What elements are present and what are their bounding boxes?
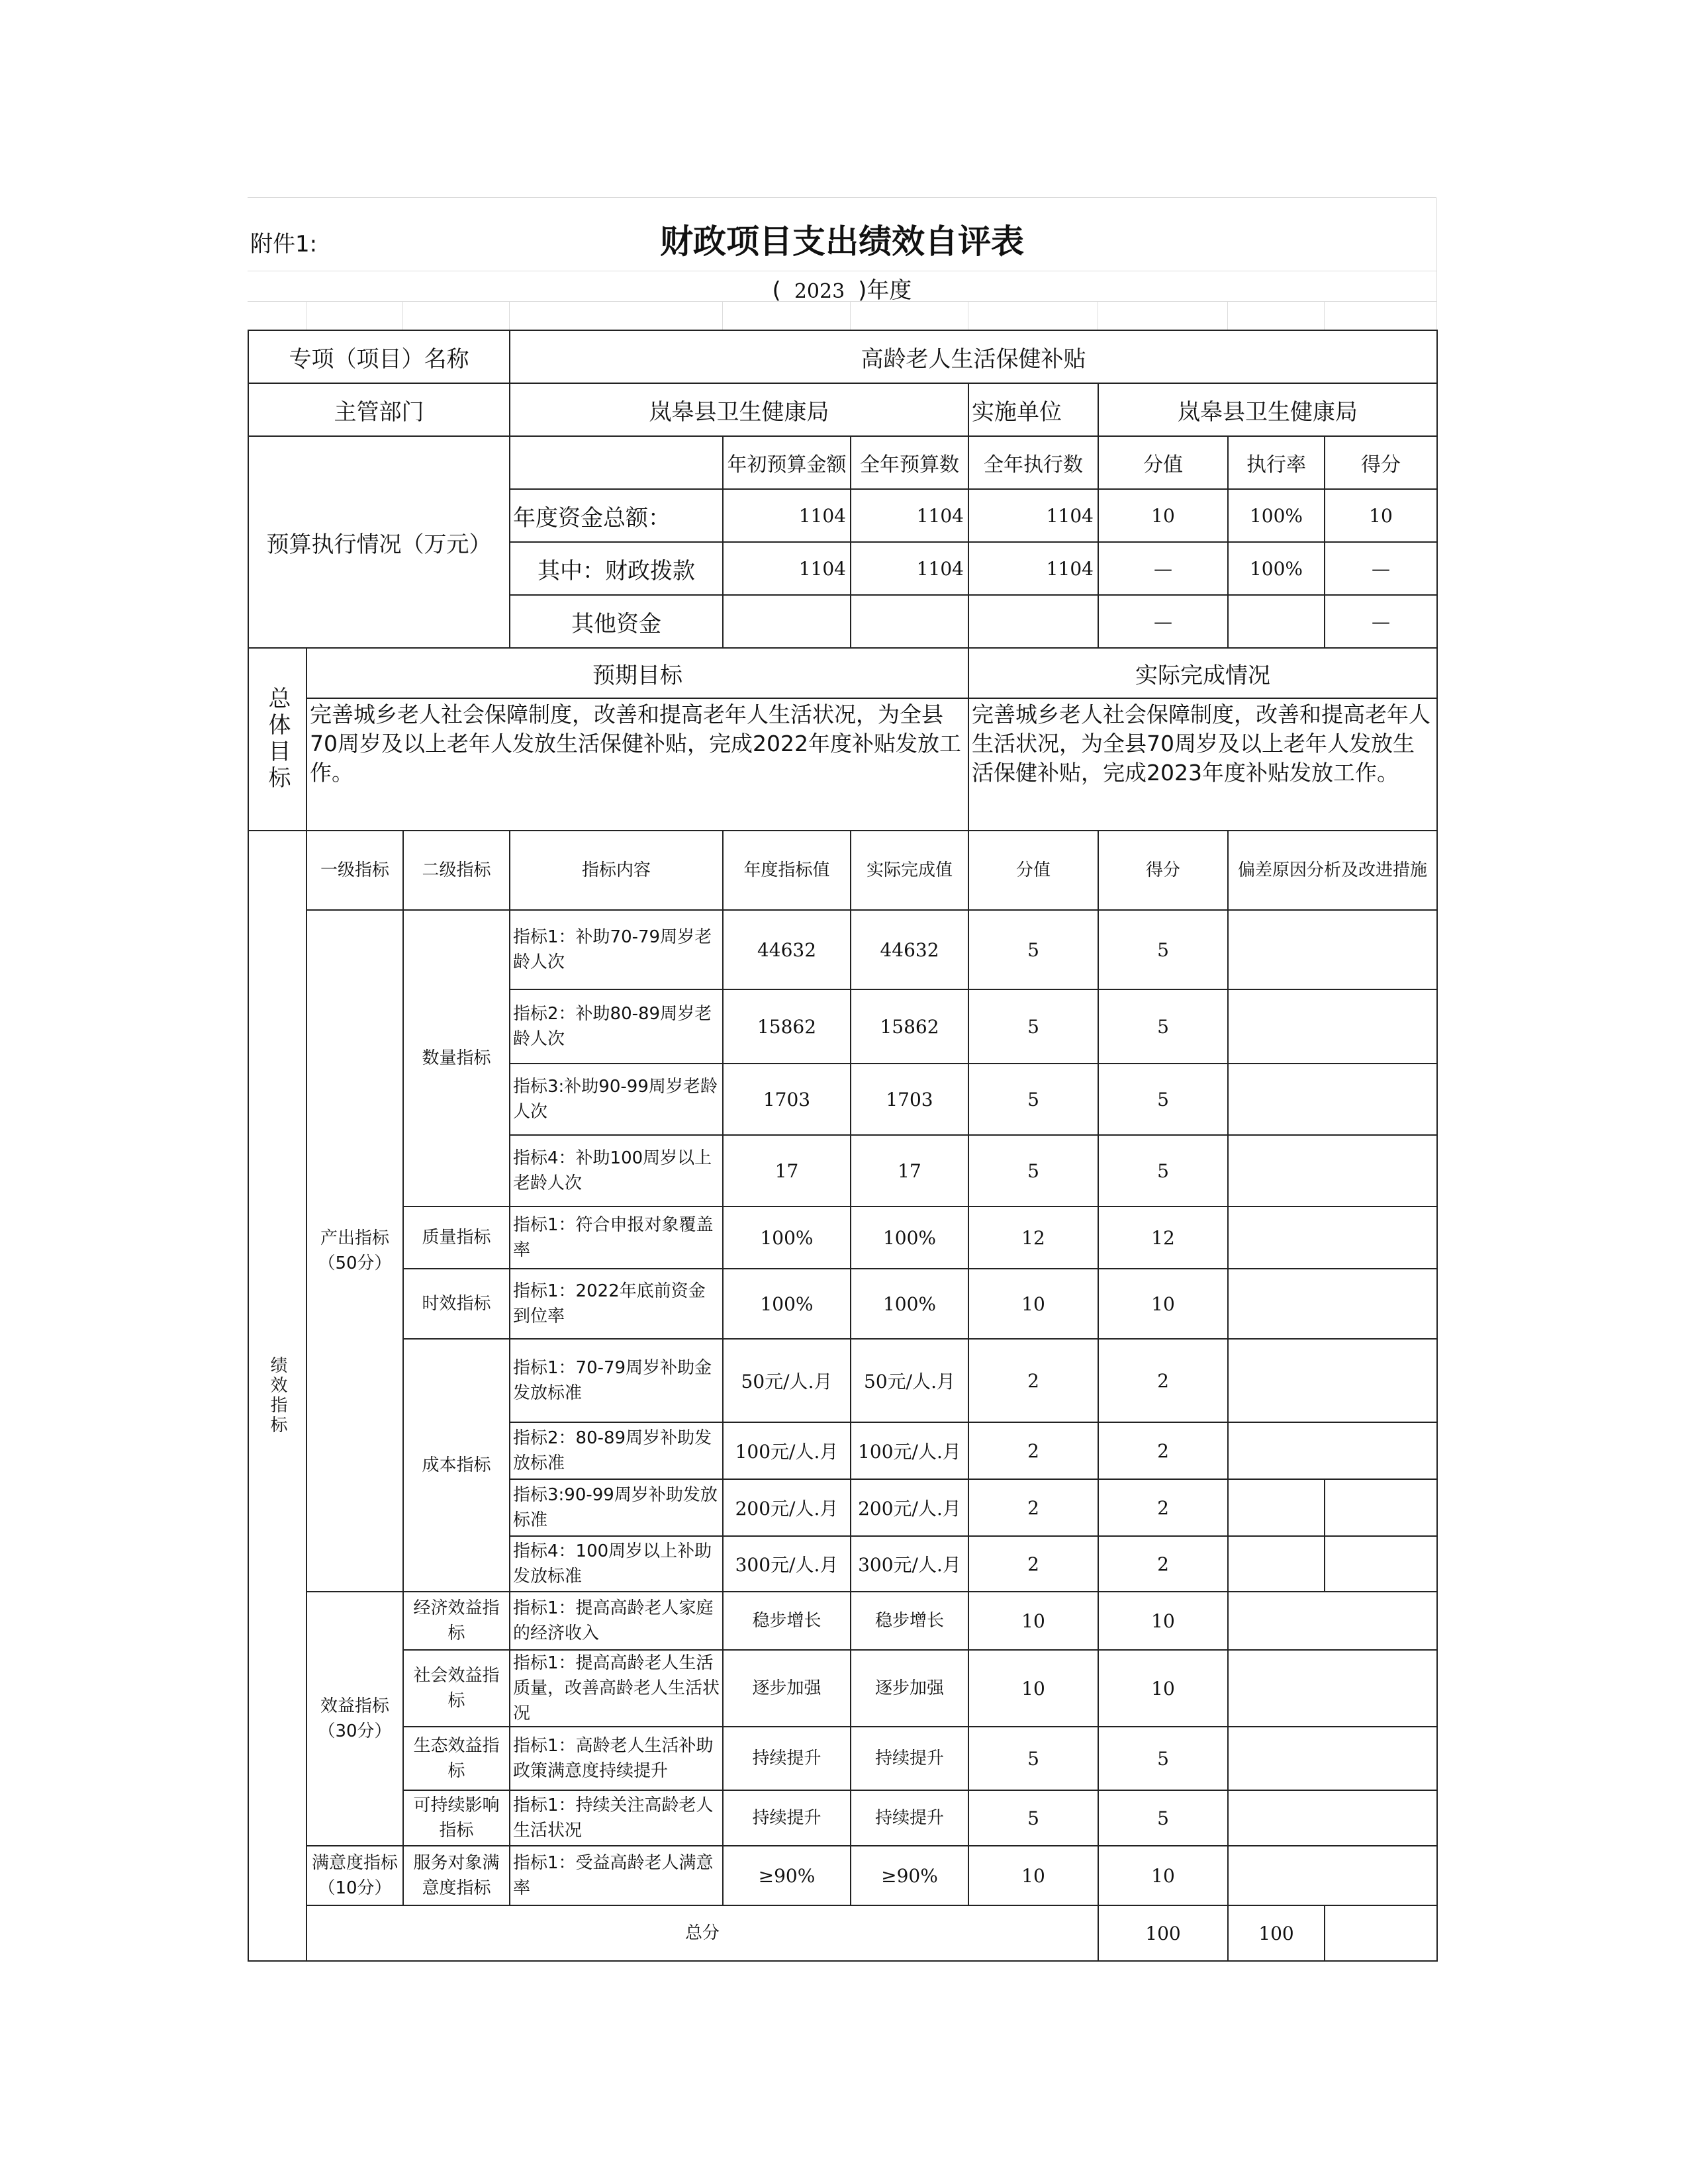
col-content: 指标内容 xyxy=(510,831,723,910)
table-row: 生态效益指标 指标1：高龄老人生活补助政策满意度持续提升 持续提升 持续提升 5 5 xyxy=(248,1727,1437,1790)
table-row: 指标3:补助90-99周岁老龄人次 1703 1703 5 5 xyxy=(248,1064,1437,1135)
expected-goal-label: 预期目标 xyxy=(306,648,968,698)
total-score: 100 xyxy=(1228,1905,1325,1961)
table-row: 满意度指标（10分） 服务对象满意度指标 指标1：受益高龄老人满意率 ≥90% ≥90% 10 10 xyxy=(248,1846,1437,1905)
budget-row: 其中：财政拨款 1104 1104 1104 — 100% — xyxy=(248,542,1437,595)
table-row: 社会效益指标 指标1：提高高龄老人生活质量，改善高龄老人生活状况 逐步加强 逐步加强 10 10 xyxy=(248,1650,1437,1727)
budget-row: 其他资金 — — xyxy=(248,595,1437,648)
budget-header-row xyxy=(248,436,1437,489)
project-name-label: 专项（项目）名称 xyxy=(248,330,510,383)
budget-col-score: 得分 xyxy=(1325,436,1437,489)
table-row: 指标4：100周岁以上补助发放标准 300元/人.月 300元/人.月 2 2 xyxy=(248,1536,1437,1592)
table-row: 指标4：补助100周岁以上老龄人次 17 17 5 5 xyxy=(248,1135,1437,1206)
department: 岚皋县卫生健康局 xyxy=(510,383,968,436)
budget-col-annual: 全年预算数 xyxy=(851,436,968,489)
actual-completion-label: 实际完成情况 xyxy=(968,648,1437,698)
perf-indicator-label: 绩效指标 xyxy=(248,831,306,1961)
table-row: 成本指标 指标1：70-79周岁补助金发放标准 50元/人.月 50元/人.月 2 2 xyxy=(248,1339,1437,1422)
project-name: 高龄老人生活保健补贴 xyxy=(510,330,1437,383)
department-label: 主管部门 xyxy=(248,383,510,436)
budget-row: 年度资金总额： 1104 1104 1104 10 100% 10 xyxy=(248,489,1437,542)
economic-indicator-label: 经济效益指标 xyxy=(403,1592,510,1650)
implementer-label: 实施单位 xyxy=(968,383,1098,436)
output-indicator-label: 产出指标（50分） xyxy=(306,910,403,1592)
overall-content-row xyxy=(248,698,1437,831)
col-value: 分值 xyxy=(968,831,1098,910)
col-level2: 二级指标 xyxy=(403,831,510,910)
expected-goal: 完善城乡老人社会保障制度，改善和提高老年人生活状况，为全县70周岁及以上老年人发放生活保健补贴，完成2022年度补贴发放工作。 xyxy=(306,698,968,831)
implementer: 岚皋县卫生健康局 xyxy=(1098,383,1437,436)
col-deviation: 偏差原因分析及改进措施 xyxy=(1228,831,1437,910)
col-actual: 实际完成值 xyxy=(851,831,968,910)
attachment-label: 附件1: xyxy=(250,231,318,257)
col-level1: 一级指标 xyxy=(306,831,403,910)
overall-header-row xyxy=(248,648,1437,698)
quantity-indicator-label: 数量指标 xyxy=(403,910,510,1206)
performance-table xyxy=(248,330,1438,1962)
table-row: 效益指标（30分） 经济效益指标 指标1：提高高龄老人家庭的经济收入 稳步增长 稳步增长 10 10 xyxy=(248,1592,1437,1650)
total-label: 总分 xyxy=(306,1905,1098,1961)
col-score: 得分 xyxy=(1098,831,1228,910)
table-row: 可持续影响指标 指标1：持续关注高龄老人生活状况 持续提升 持续提升 5 5 xyxy=(248,1790,1437,1846)
service-indicator-label: 服务对象满意度指标 xyxy=(403,1846,510,1905)
table-row: 产出指标（50分） 数量指标 指标1：补助70-79周岁老龄人次 44632 44632 5 5 xyxy=(248,910,1437,989)
satisfaction-indicator-label: 满意度指标（10分） xyxy=(306,1846,403,1905)
table-row: 时效指标 指标1：2022年底前资金到位率 100% 100% 10 10 xyxy=(248,1269,1437,1339)
report-year: ( 2023 )年度 xyxy=(772,277,912,304)
budget-col-score-value: 分值 xyxy=(1098,436,1228,489)
col-target: 年度指标值 xyxy=(723,831,851,910)
actual-completion: 完善城乡老人社会保障制度，改善和提高老年人生活状况，为全县70周岁及以上老年人发放生活保健补贴，完成2023年度补贴发放工作。 xyxy=(968,698,1437,831)
budget-col-executed: 全年执行数 xyxy=(968,436,1098,489)
year-value: 2023 xyxy=(794,280,845,303)
total-row xyxy=(248,1905,1437,1961)
form-header xyxy=(248,197,1436,330)
budget-col-rate: 执行率 xyxy=(1228,436,1325,489)
form-page xyxy=(248,197,1436,1944)
quality-indicator-label: 质量指标 xyxy=(403,1206,510,1269)
cost-indicator-label: 成本指标 xyxy=(403,1339,510,1592)
table-row: 指标3:90-99周岁补助发放标准 200元/人.月 200元/人.月 2 2 xyxy=(248,1479,1437,1536)
table-row: 指标2：80-89周岁补助发放标准 100元/人.月 100元/人.月 2 2 xyxy=(248,1422,1437,1479)
perf-header-row xyxy=(248,831,1437,910)
table-row: 指标2：补助80-89周岁老龄人次 15862 15862 5 5 xyxy=(248,989,1437,1064)
social-indicator-label: 社会效益指标 xyxy=(403,1650,510,1727)
project-name-row xyxy=(248,330,1437,383)
table-row: 质量指标 指标1：符合申报对象覆盖率 100% 100% 12 12 xyxy=(248,1206,1437,1269)
eco-indicator-label: 生态效益指标 xyxy=(403,1727,510,1790)
sustain-indicator-label: 可持续影响指标 xyxy=(403,1790,510,1846)
time-indicator-label: 时效指标 xyxy=(403,1269,510,1339)
budget-label: 预算执行情况（万元） xyxy=(248,436,510,648)
benefit-indicator-label: 效益指标（30分） xyxy=(306,1592,403,1846)
total-value: 100 xyxy=(1098,1905,1228,1961)
overall-goal-label: 总体目标 xyxy=(248,648,306,831)
document-title: 财政项目支出绩效自评表 xyxy=(660,222,1024,261)
budget-col-initial: 年初预算金额 xyxy=(723,436,851,489)
department-row xyxy=(248,383,1437,436)
